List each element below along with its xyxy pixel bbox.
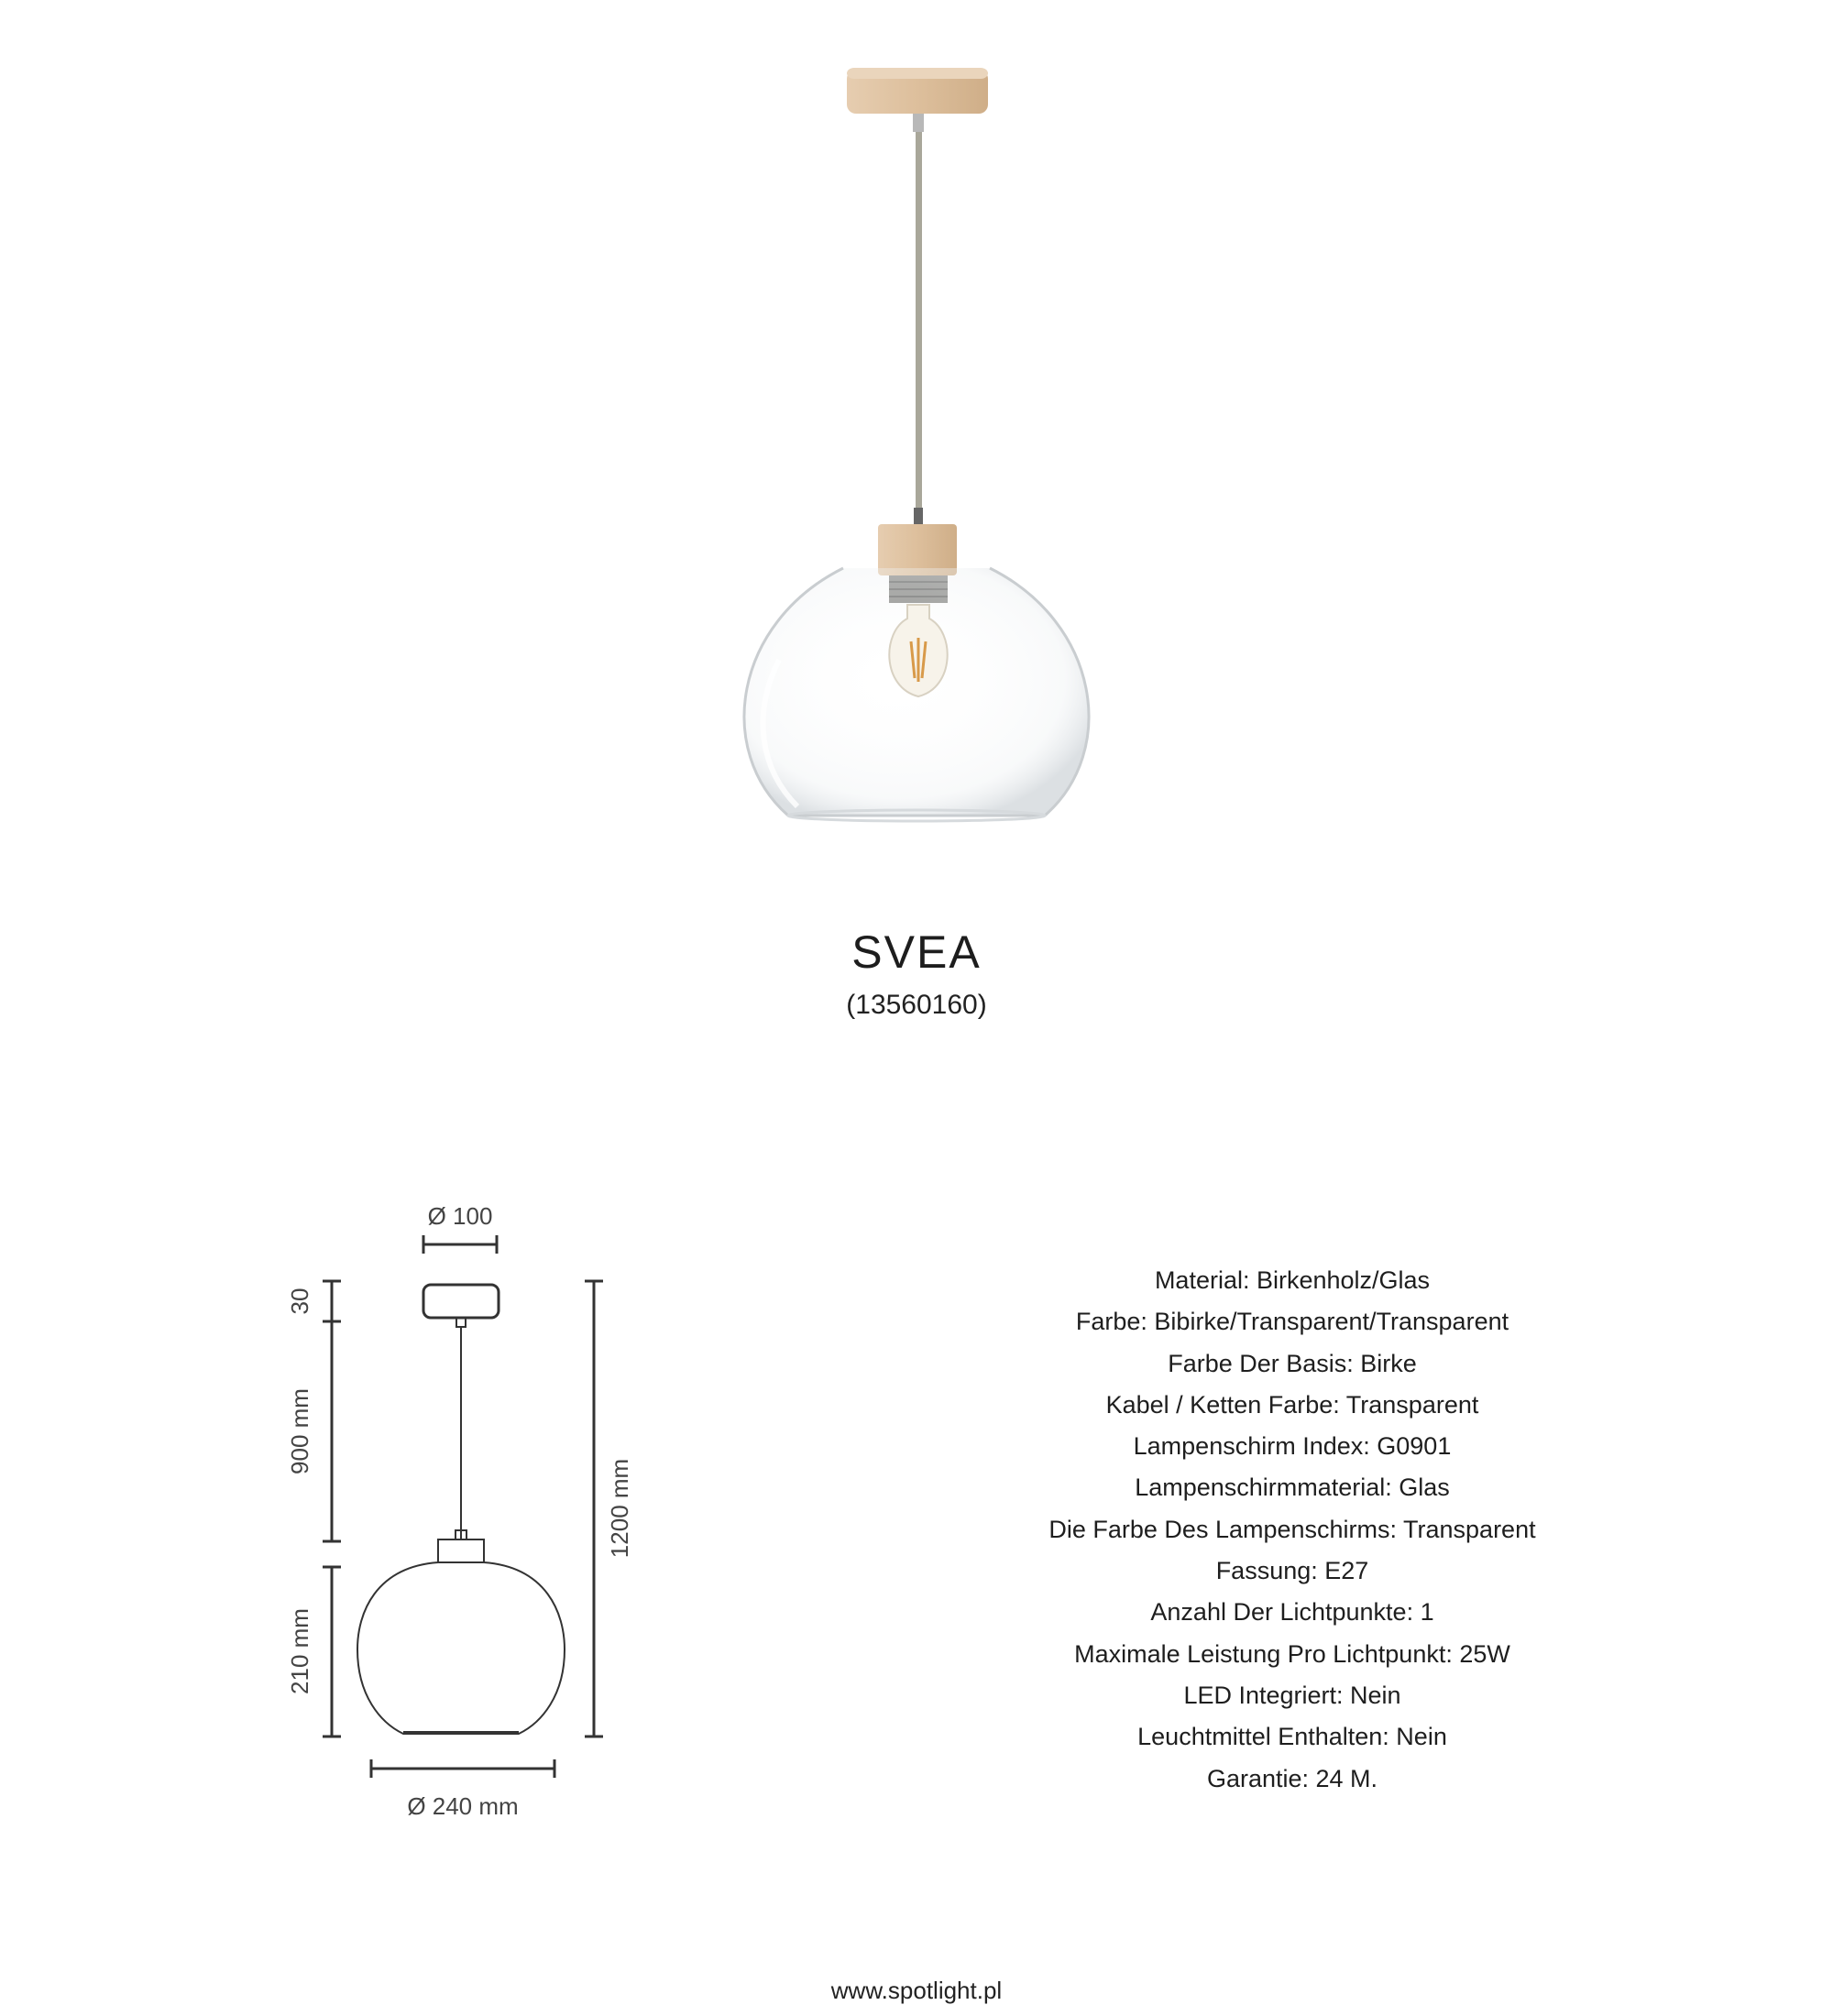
shade-height-label: 210 mm: [286, 1608, 313, 1694]
spec-item: Die Farbe Des Lampenschirms: Transparent: [1048, 1515, 1536, 1543]
product-code: (13560160): [846, 990, 987, 1020]
spec-item: Maximale Leistung Pro Lichtpunkt: 25W: [1074, 1639, 1510, 1668]
spec-item: Material: Birkenholz/Glas: [1154, 1266, 1431, 1294]
spec-item: LED Integriert: Nein: [1183, 1681, 1401, 1709]
cable: [916, 132, 922, 508]
canopy-diameter-label: Ø 100: [427, 1202, 493, 1230]
footer-url: www.spotlight.pl: [830, 1977, 1003, 2004]
canopy-height-label: 30: [286, 1287, 313, 1315]
spec-item: Lampenschirmmaterial: Glas: [1135, 1474, 1450, 1502]
cable-length-label: 900 mm: [286, 1388, 313, 1474]
product-title: SVEA: [851, 926, 982, 978]
spec-item: Kabel / Ketten Farbe: Transparent: [1105, 1390, 1479, 1419]
spec-item: Farbe: Bibirke/Transparent/Transparent: [1075, 1308, 1509, 1336]
total-height-label: 1200 mm: [606, 1458, 633, 1559]
product-photo: [715, 55, 1100, 880]
spec-item: Garantie: 24 M.: [1206, 1764, 1378, 1792]
spec-item: Anzahl Der Lichtpunkte: 1: [1150, 1598, 1434, 1627]
spec-item: Leuchtmittel Enthalten: Nein: [1137, 1723, 1447, 1751]
technical-drawing: [257, 1182, 660, 1842]
spec-item: Lampenschirm Index: G0901: [1133, 1432, 1452, 1461]
spec-item: Fassung: E27: [1215, 1557, 1369, 1585]
spec-item: Farbe Der Basis: Birke: [1168, 1349, 1417, 1377]
shade-diameter-label: Ø 240 mm: [407, 1792, 519, 1820]
spec-list: [1008, 1260, 1576, 1800]
canopy: [847, 68, 988, 132]
